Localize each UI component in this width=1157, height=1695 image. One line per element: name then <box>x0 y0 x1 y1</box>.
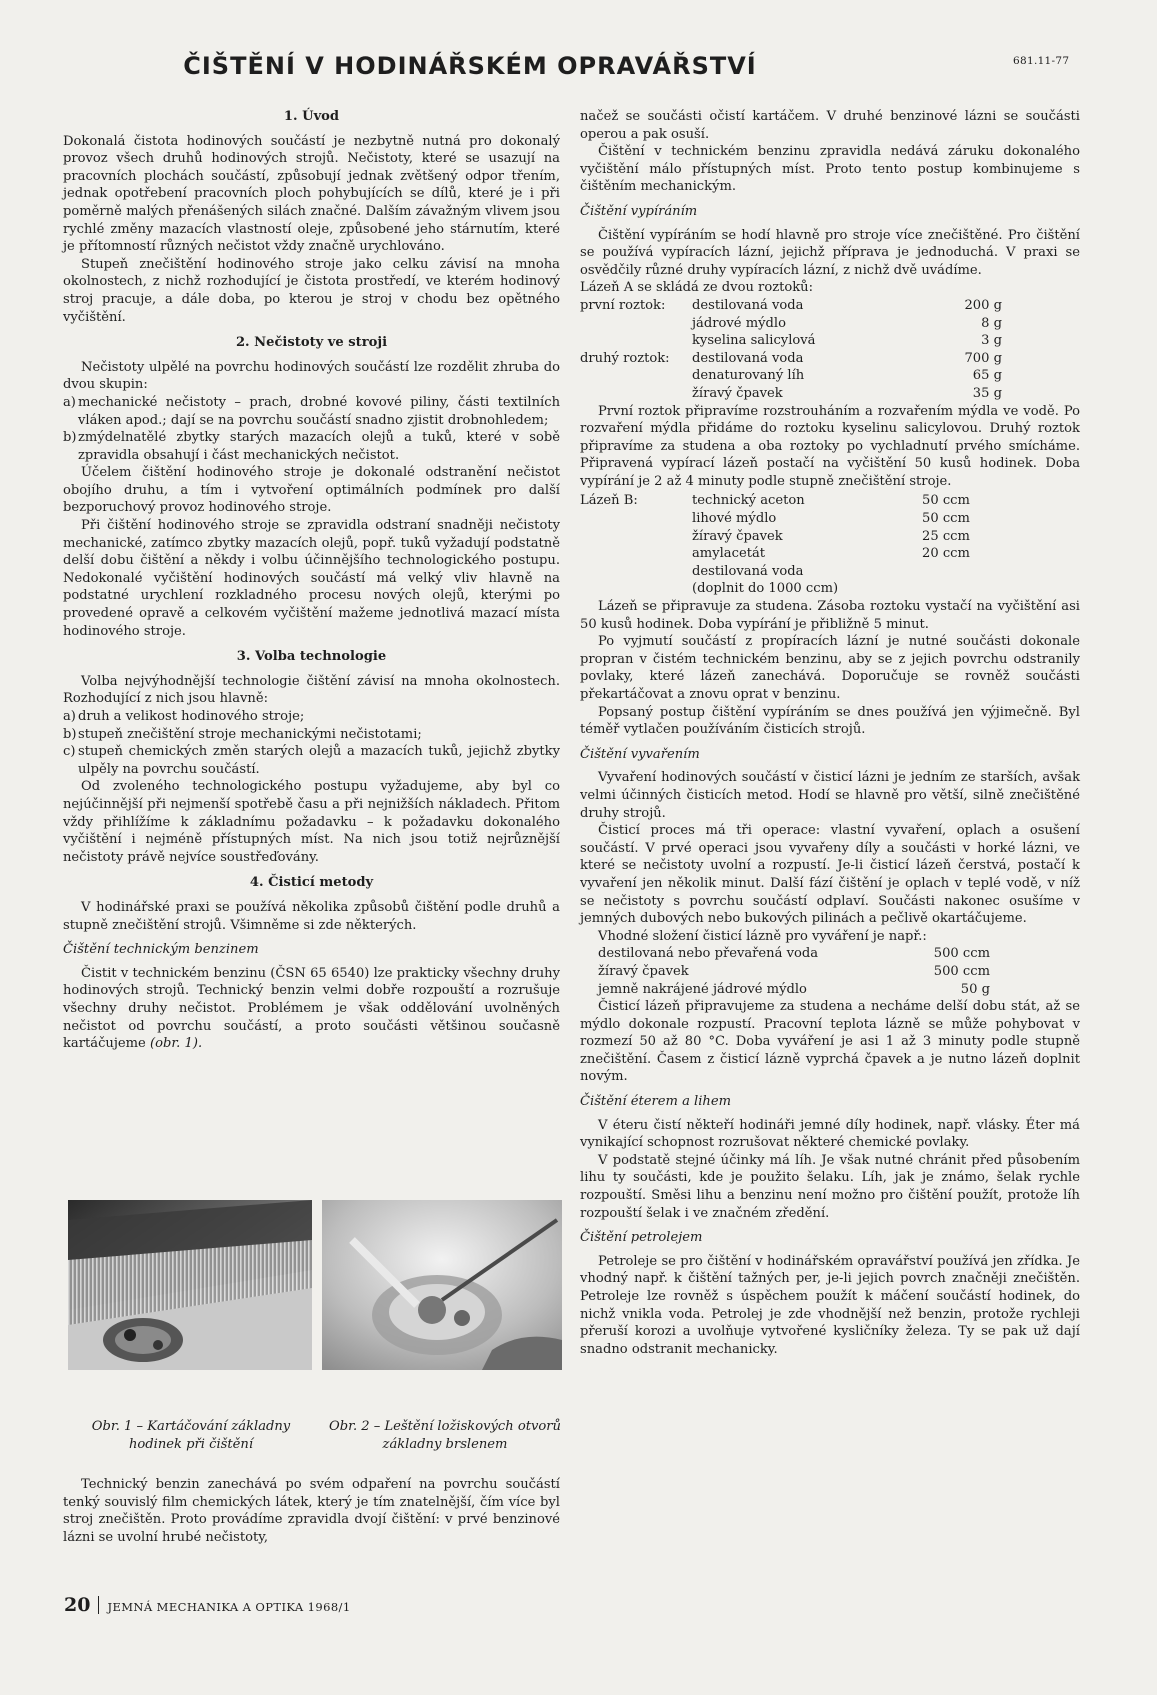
recipe-ingredient: destilovaná voda <box>692 350 804 366</box>
paragraph: V podstatě stejné účinky má líh. Je však nutné chránit před působením lihu ty součásti, kde je použito šelaku. Líh, jak je známo, šelak rychle rozpouští. Směsi lihu a benzinu není možno pro čištění použít, protože líh rozpouští šelak i ve značném zředění. <box>580 1152 1080 1221</box>
list-item <box>63 429 560 464</box>
recipe-ingredient: destilovaná voda <box>692 563 804 579</box>
paragraph: Volba nejvýhodnější technologie čištění závisí na mnoha okolnostech. Rozhodující z nich jsou hlavně: <box>63 673 560 707</box>
recipe-row <box>580 510 982 528</box>
list-item-label: a) <box>63 394 76 410</box>
paragraph: Čisticí proces má tři operace: vlastní vyvaření, oplach a osušení součástí. V prvé operaci jsou vyvařeny díly a součásti v horké lázni, ve které se nečistoty uvolní a rozpustí. Je-li čisticí lázeň čerstvá, postačí k vyvaření jen několik minut. Další fází čištění je oplach v teplé vodě, v níž se nečistoty s povrchu součástí odplaví. Součásti nakonec osušíme v jemných dubových nebo bukových pilinách a pečlivě okartáčujeme. <box>580 823 1080 927</box>
paragraph: Popsaný postup čištění vypíráním se dnes používá jen výjimečně. Byl téměř vytlačen používáním čisticích strojů. <box>580 704 1080 738</box>
list-item <box>63 708 560 726</box>
paragraph: Vhodné složení čisticí lázně pro vyváření je např.: <box>598 928 927 944</box>
figure-1-caption: Obr. 1 – Kartáčování základny hodinek při čištění <box>91 1419 291 1452</box>
recipe-ingredient: jádrové mýdlo <box>692 315 786 331</box>
recipe-row <box>598 963 990 981</box>
recipe-label-spacer <box>580 545 692 563</box>
paragraph-text: Čistit v technickém benzinu (ČSN 65 6540) lze prakticky všechny druhy hodinových strojů. Technický benzin velmi dobře rozpouští a rozrušuje všechny druhy nečistot. Problémem je však oddělování uvolněných nečistot od povrchu součástí, a proto součásti většinou současně kartáčujeme <box>63 965 560 1052</box>
figure-1-photo <box>68 1200 312 1370</box>
subheading-vypirani: Čištění vypíráním <box>580 203 698 219</box>
recipe-row <box>580 297 1002 315</box>
list-item-text: mechanické nečistoty – prach, drobné kovové piliny, části textilních vláken apod.; dají se na povrchu součástí snadno zjistit drobnohledem; <box>78 394 560 428</box>
subheading-eter: Čištění éterem a lihem <box>580 1094 732 1110</box>
paragraph: Od zvoleného technologického postupu vyžadujeme, aby byl co nejúčinnější při nejmenší spotřebě času a při nejnižších nákladech. Přitom vždy přihlížíme k základnímu požadavku – k požadavku dokonalého vyčištění i nejméně přístupných míst. Na nich jsou totiž nejrůznější nečistoty právě nejvíce soustřeďovány. <box>63 779 560 865</box>
list-item <box>63 726 560 744</box>
recipe-ingredient: destilovaná voda <box>692 297 804 313</box>
footer-divider <box>98 1596 99 1614</box>
recipe-row <box>580 332 1002 350</box>
paragraph: Účelem čištění hodinového stroje je dokonalé odstranění nečistot obojího druhu, a tím i vytvoření optimálních podmínek pro další bezporuchový provoz hodinového stroje. <box>63 465 560 516</box>
paragraph: Technický benzin zanechává po svém odpaření na povrchu součástí tenký souvislý film chemických látek, který je tím znatelnější, čím více byl stroj znečištěn. Proto provádíme zpravidla dvojí čištění: v prvé benzinové lázni se uvolní hrubé nečistoty, <box>63 1477 560 1545</box>
recipe-row <box>580 580 982 598</box>
subheading-benzin: Čištění technickým benzinem <box>63 942 259 958</box>
list-item-label: a) <box>63 709 76 724</box>
recipe-quantity: 65 g <box>972 368 1002 384</box>
recipe-label-spacer <box>580 510 692 528</box>
recipe-label-spacer <box>580 528 692 546</box>
paragraph: Lázeň se připravuje za studena. Zásoba roztoku vystačí na vyčištění asi 50 kusů hodinek. Doba vypírání je přibližně 5 minut. <box>580 599 1080 632</box>
recipe-quantity: 500 ccm <box>933 946 990 962</box>
subheading-vyvareni: Čištění vyvařením <box>580 746 700 762</box>
recipe-ingredient: jemně nakrájené jádrové mýdlo <box>598 981 807 997</box>
figures <box>68 1200 562 1370</box>
journal-name: JEMNÁ MECHANIKA A OPTIKA 1968/1 <box>107 1600 351 1614</box>
recipe-group <box>580 367 692 385</box>
recipe-ingredient: žíravý čpavek <box>692 385 783 401</box>
recipe-quantity <box>922 563 982 581</box>
section-heading-intro: 1. Úvod <box>283 109 340 124</box>
section-heading-impurities: 2. Nečistoty ve stroji <box>235 335 388 351</box>
list-item-text: stupeň znečištění stroje mechanickými nečistotami; <box>78 726 422 742</box>
recipe-group <box>580 315 692 333</box>
bath-a-recipe <box>580 297 1002 403</box>
paragraph: Stupeň znečištění hodinového stroje jako celku závisí na mnoha okolnostech, z nichž rozhodující je čistota prostředí, ve kterém hodinový stroj pracuje, a dále doba, po kterou je stroj v chodu bez opětného vyčištění. <box>63 256 560 325</box>
paragraph <box>63 965 560 1053</box>
recipe-ingredient: denaturovaný líh <box>692 368 805 384</box>
section-heading-methods: 4. Čisticí metody <box>249 875 374 891</box>
paragraph: Čištění v technickém benzinu zpravidla nedává záruku dokonalého vyčištění málo přístupných míst. Proto tento postup kombinujeme s čištěním mechanickým. <box>580 144 1080 195</box>
left-column-continuation <box>63 1476 560 1546</box>
recipe-row <box>580 385 1002 403</box>
recipe-ingredient: technický aceton <box>692 493 805 509</box>
brushing-photo-image <box>68 1200 312 1370</box>
bath-c-recipe <box>598 945 990 998</box>
paragraph: Čisticí lázeň připravujeme za studena a necháme delší dobu stát, až se mýdlo dokonale rozpustí. Pracovní teplota lázně se může pohybovat v rozmezí 50 až 80 °C. Doba vyváření je asi 1 až 3 minuty podle stupně znečištění. Časem z čisticí lázně vyprchá čpavek a je nutno lázeň doplnit novým. <box>580 999 1080 1085</box>
bath-b-recipe <box>580 492 982 598</box>
recipe-ingredient: žíravý čpavek <box>692 528 783 544</box>
recipe-quantity: 500 ccm <box>933 963 990 979</box>
paragraph: V hodinářské praxi se používá několika způsobů čištění podle druhů a stupně znečištění strojů. Všimněme si zde některých. <box>63 899 560 933</box>
list-item-label: b) <box>63 430 77 446</box>
recipe-row <box>580 315 1002 333</box>
recipe-quantity: 50 g <box>960 981 990 997</box>
figure-reference: (obr. 1). <box>149 1036 203 1052</box>
recipe-row <box>598 981 990 999</box>
recipe-quantity: 50 ccm <box>922 511 970 527</box>
recipe-quantity: 700 g <box>964 350 1002 366</box>
article-title: ČIŠTĚNÍ V HODINÁŘSKÉM OPRAVÁŘSTVÍ <box>183 52 757 80</box>
recipe-quantity: 200 g <box>964 297 1002 313</box>
list-item-label: c) <box>63 744 76 760</box>
list-item-text: zmýdelnatělé zbytky starých mazacích olejů a tuků, které v sobě zpravidla obsahují i část mechanických nečistot. <box>78 430 560 463</box>
paragraph: Při čištění hodinového stroje se zpravidla odstraní snadněji nečistoty mechanické, zatímco zbytky mazacích olejů, popř. tuků vyžadují podstatně delší dobu čištění a někdy i volbu účinnějšího technologického postupu. Nedokonalé vyčištění hodinových součástí má velký vliv hlavně na podstatné urychlení rozkladného procesu nových olejů, kterými po provedené opravě a celkovém vyčištění mažeme jednotlivá mazací místa hodinového stroje. <box>63 518 560 639</box>
paragraph: načež se součásti očistí kartáčem. V druhé benzinové lázni se součásti operou a pak osuší. <box>580 109 1080 142</box>
recipe-quantity: 25 ccm <box>922 528 970 544</box>
recipe-row <box>580 563 982 581</box>
recipe-row <box>580 492 982 510</box>
left-column <box>63 108 560 1053</box>
page-footer <box>64 1594 351 1616</box>
list-item-label: b) <box>63 726 77 742</box>
recipe-quantity: 35 g <box>972 385 1002 401</box>
list-item <box>63 743 560 778</box>
bath-a-intro: Lázeň A se skládá ze dvou roztoků: <box>580 280 814 296</box>
recipe-group <box>580 332 692 350</box>
recipe-quantity: 50 ccm <box>922 493 970 509</box>
recipe-ingredient: destilovaná nebo převařená voda <box>598 946 819 962</box>
recipe-ingredient: žíravý čpavek <box>598 963 689 979</box>
list-item <box>63 394 560 429</box>
recipe-quantity: 8 g <box>981 315 1002 331</box>
section-heading-technology: 3. Volba technologie <box>236 649 387 665</box>
page-number: 20 <box>64 1594 91 1616</box>
recipe-row <box>580 350 1002 368</box>
criteria-list <box>63 708 560 778</box>
recipe-ingredient: (doplnit do 1000 ccm) <box>692 581 839 597</box>
list-item-text: druh a velikost hodinového stroje; <box>78 709 305 724</box>
impurity-list <box>63 394 560 464</box>
paragraph: Vyvaření hodinových součástí v čisticí lázni je jedním ze starších, avšak velmi účinných čisticích metod. Hodí se hlavně pro větší, silně znečištěné druhy strojů. <box>580 770 1080 821</box>
recipe-group: druhý roztok: <box>580 350 670 366</box>
recipe-label: Lázeň B: <box>580 493 638 509</box>
recipe-quantity <box>922 580 982 598</box>
subheading-petrolej: Čištění petrolejem <box>580 1230 703 1246</box>
recipe-group: první roztok: <box>580 297 666 313</box>
paragraph: V éteru čistí někteří hodináři jemné díly hodinek, např. vlásky. Éter má vynikající schopnost rozrušovat některé chemické povlaky. <box>580 1117 1080 1151</box>
classification-code: 681.11-77 <box>1013 55 1070 67</box>
recipe-ingredient: lihové mýdlo <box>692 511 777 527</box>
paragraph: Dokonalá čistota hodinových součástí je nezbytně nutná pro dokonalý provoz všech druhů hodinových strojů. Nečistoty, které se usazují na pracovních plochách součástí, způsobují jednak zvětšený odpor třením, jednak opotřebení pracovních ploch pohybujících se dílů, které je i při poměrně malých přenášených silách značné. Dalším závažným vlivem jsou rychlé změny mazacích vlastností oleje, způsobené jeho stárnutím, které je přítomností různých nečistot vždy značně urychlováno. <box>63 133 560 255</box>
paragraph: Čištění vypíráním se hodí hlavně pro stroje více znečištěné. Pro čištění se používá vypíracích lázní, jejichž příprava je jednoduchá. V praxi se osvědčily různé druhy vypíracích lázní, z nichž dvě uvádíme. <box>580 227 1080 278</box>
list-item-text: stupeň chemických změn starých olejů a mazacích tuků, jejichž zbytky ulpěly na povrchu součástí. <box>78 744 560 777</box>
recipe-row <box>580 545 982 563</box>
right-column <box>580 108 1080 1358</box>
paragraph: Nečistoty ulpělé na povrchu hodinových součástí lze rozdělit zhruba do dvou skupin: <box>63 359 560 393</box>
recipe-row <box>598 945 990 963</box>
paragraph: Petroleje se pro čištění v hodinářském opravářství používá jen zřídka. Je vhodný např. k čištění tažných per, je-li jejich povrch značněji znečištěn. Petroleje lze rovněž s úspěchem použít k máčení součástí hodinek, do nichž vnikla voda. Petrolej je zde vhodnější než benzin, protože rychleji přeruší korozi a uvolňuje vytvořené kysličníky železa. Ty se pak už dají snadno odstranit mechanicky. <box>580 1253 1080 1357</box>
recipe-quantity: 3 g <box>981 333 1002 349</box>
recipe-row <box>580 367 1002 385</box>
paragraph: První roztok připravíme rozstrouháním a rozvařením mýdla ve vodě. Po rozvaření mýdla přidáme do roztoku kyselinu salicylovou. Druhý roztok připravíme za studena a oba roztoky po vychladnutí prvého smícháme. Připravená vypírací lázeň postačí na vyčištění 50 kusů hodinek. Doba vypírání je 2 až 4 minuty podle stupně znečištění stroje. <box>580 403 1080 489</box>
recipe-label-spacer <box>580 563 692 581</box>
recipe-row <box>580 528 982 546</box>
paragraph: Po vyjmutí součástí z propíracích lázní je nutné součásti dokonale propran v čistém technickém benzinu, aby se z jejich povrchu odstranily povlaky, které lázeň zanechává. Doporučuje se rovněž součásti překartáčovat a znovu oprat v benzinu. <box>580 634 1080 702</box>
figure-2-photo <box>322 1200 562 1370</box>
recipe-label-spacer <box>580 580 692 598</box>
polishing-photo-image <box>322 1200 562 1370</box>
recipe-ingredient: kyselina salicylová <box>692 333 816 349</box>
figure-2-caption: Obr. 2 – Leštění ložiskových otvorů základny brslenem <box>329 1419 561 1452</box>
recipe-quantity: 20 ccm <box>922 546 970 562</box>
recipe-ingredient: amylacetát <box>692 546 766 562</box>
recipe-group <box>580 385 692 403</box>
